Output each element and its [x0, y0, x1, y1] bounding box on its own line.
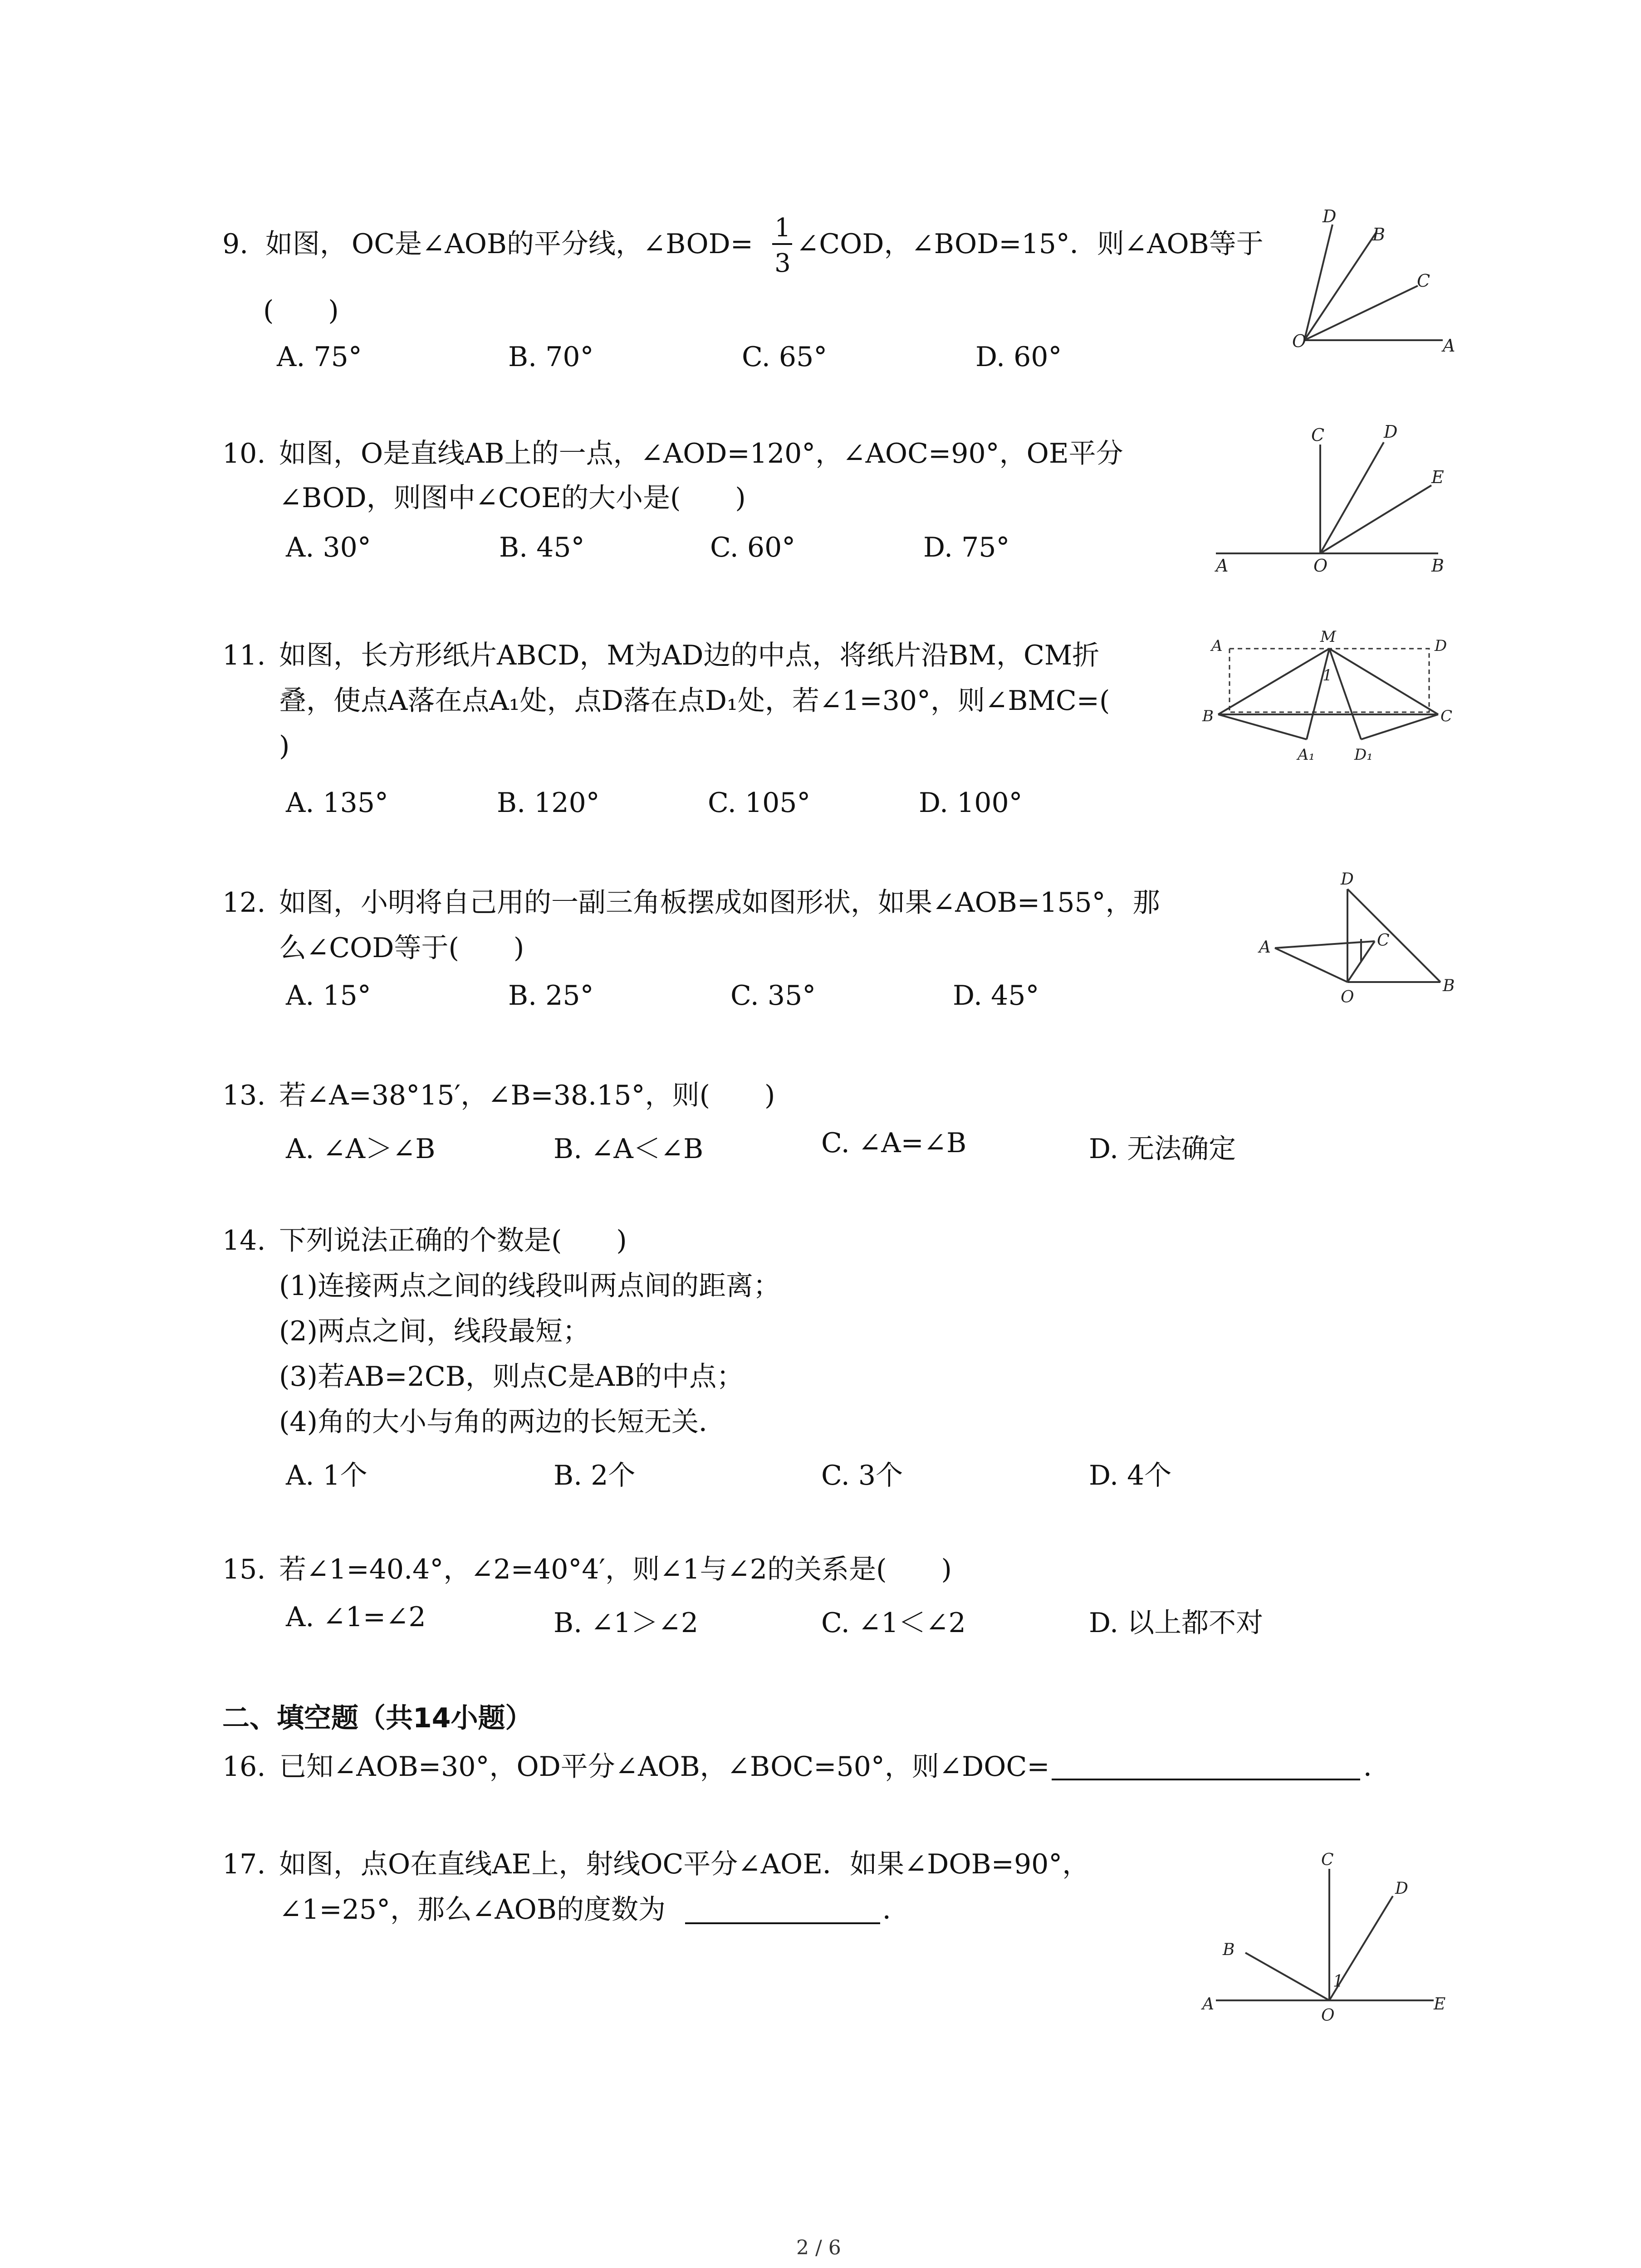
q16-answer-blank[interactable]: [1052, 1779, 1360, 1780]
q12-line2: 么∠COD等于( ): [279, 932, 524, 964]
page-number: 2 / 6: [796, 2236, 841, 2259]
q11-option-b[interactable]: B. 120°: [497, 787, 600, 819]
q13-number: 13.: [222, 1080, 266, 1111]
q15-option-c[interactable]: C. ∠1＜∠2: [821, 1607, 966, 1639]
q17-line1: 如图，点O在直线AE上，射线OC平分∠AOE．如果∠DOB=90°，: [279, 1848, 1090, 1880]
q17-end-mark: ．: [882, 1894, 910, 1926]
q9-label-a: A: [1443, 336, 1455, 356]
q15-option-a[interactable]: A. ∠1=∠2: [286, 1601, 426, 1633]
q9-option-d[interactable]: D. 60°: [975, 341, 1062, 373]
q9-option-a[interactable]: A. 75°: [277, 341, 362, 373]
q17-figure: [1198, 1846, 1461, 2023]
q17-label-b: B: [1223, 1941, 1235, 1959]
q11-label-m: M: [1320, 628, 1336, 646]
q10-line2: ∠BOD，则图中∠COE的大小是( ): [279, 482, 746, 514]
q14-option-c[interactable]: C. 3个: [821, 1460, 903, 1491]
q12-line1: 如图，小明将自己用的一副三角板摆成如图形状，如果∠AOB=155°，那: [279, 887, 1160, 919]
q12-figure: [1252, 871, 1461, 1007]
q14-number: 14.: [222, 1225, 266, 1256]
q11-option-c[interactable]: C. 105°: [708, 787, 811, 819]
q10-line1: 如图，O是直线AB上的一点，∠AOD=120°，∠AOC=90°，OE平分: [279, 438, 1123, 469]
q14-statement-1: (1)连接两点之间的线段叫两点间的距离；: [279, 1270, 780, 1302]
q11-line2: 叠，使点A落在点A₁处，点D落在点D₁处，若∠1=30°，则∠BMC=(: [279, 685, 1110, 717]
q11-option-a[interactable]: A. 135°: [286, 787, 388, 819]
q13-option-a[interactable]: A. ∠A＞∠B: [286, 1133, 436, 1165]
q11-label-c: C: [1440, 707, 1453, 725]
q15-number: 15.: [222, 1554, 266, 1585]
q10-label-o: O: [1313, 556, 1328, 576]
q13-option-b[interactable]: B. ∠A＜∠B: [554, 1133, 704, 1165]
q9-fraction-bar: [772, 243, 792, 245]
q17-line2: ∠1=25°，那么∠AOB的度数为: [279, 1894, 666, 1926]
q15-option-d[interactable]: D. 以上都不对: [1089, 1607, 1264, 1639]
q9-fraction-denominator: 3: [774, 249, 791, 278]
q9-option-c[interactable]: C. 65°: [742, 341, 828, 373]
q11-option-d[interactable]: D. 100°: [919, 787, 1023, 819]
q17-label-a: A: [1202, 1995, 1214, 2014]
q17-number: 17.: [222, 1848, 266, 1880]
q17-label-1: 1: [1333, 1972, 1343, 1991]
q15-option-b[interactable]: B. ∠1＞∠2: [554, 1607, 699, 1639]
q11-label-d1: D₁: [1354, 746, 1373, 764]
q9-label-o: O: [1292, 331, 1307, 351]
q12-label-d: D: [1341, 871, 1354, 889]
q10-label-d: D: [1384, 422, 1398, 442]
q10-option-b[interactable]: B. 45°: [499, 532, 585, 563]
q13-option-c[interactable]: C. ∠A=∠B: [821, 1127, 967, 1159]
q12-label-a: A: [1259, 938, 1271, 957]
q16-number: 16.: [222, 1751, 266, 1783]
q14-statement-2: (2)两点之间，线段最短；: [279, 1315, 590, 1347]
q14-line1: 下列说法正确的个数是( ): [279, 1225, 627, 1256]
q10-option-c[interactable]: C. 60°: [710, 532, 796, 563]
q16-end-mark: ．: [1363, 1751, 1391, 1783]
q13-option-d[interactable]: D. 无法确定: [1089, 1133, 1236, 1165]
q10-option-d[interactable]: D. 75°: [923, 532, 1010, 563]
q14-statement-3: (3)若AB=2CB，则点C是AB的中点；: [279, 1361, 744, 1393]
q9-fraction-numerator: 1: [774, 213, 791, 243]
q11-label-a: A: [1211, 637, 1223, 655]
q12-label-c: C: [1377, 931, 1390, 950]
q11-label-b: B: [1202, 707, 1214, 725]
q10-label-c: C: [1311, 425, 1325, 445]
q15-line1: 若∠1=40.4°，∠2=40°4′，则∠1与∠2的关系是( ): [279, 1554, 952, 1585]
q14-statement-4: (4)角的大小与角的两边的长短无关．: [279, 1406, 726, 1438]
q12-label-b: B: [1443, 977, 1455, 995]
q10-label-e: E: [1431, 467, 1444, 487]
q14-option-b[interactable]: B. 2个: [554, 1460, 636, 1491]
q10-label-b: B: [1431, 556, 1444, 576]
q12-option-a[interactable]: A. 15°: [286, 980, 371, 1012]
q17-answer-blank[interactable]: [685, 1922, 880, 1924]
q9-label-b: B: [1372, 225, 1385, 244]
q11-line1: 如图，长方形纸片ABCD，M为AD边的中点，将纸片沿BM，CM折: [279, 640, 1100, 671]
q10-number: 10.: [222, 438, 266, 469]
q9-option-b[interactable]: B. 70°: [508, 341, 594, 373]
q10-figure: [1202, 422, 1456, 576]
q12-number: 12.: [222, 887, 266, 919]
q10-option-a[interactable]: A. 30°: [286, 532, 371, 563]
q11-number: 11.: [222, 640, 266, 671]
q11-figure: [1198, 621, 1461, 776]
q13-line1: 若∠A=38°15′，∠B=38.15°，则( ): [279, 1080, 775, 1111]
q10-label-a: A: [1216, 556, 1229, 576]
q14-option-d[interactable]: D. 4个: [1089, 1460, 1172, 1491]
q11-label-1: 1: [1323, 666, 1332, 684]
q17-label-e: E: [1434, 1995, 1446, 2014]
q9-text-b: OC是∠AOB的平分线，∠BOD=: [352, 228, 754, 260]
section-heading-fill-in: 二、填空题（共14小题）: [222, 1702, 533, 1734]
q9-text-a: 如图，: [265, 228, 347, 260]
q11-line3: ): [279, 730, 290, 762]
q17-label-d: D: [1395, 1879, 1408, 1898]
q9-number: 9.: [222, 228, 249, 260]
q17-label-c: C: [1321, 1851, 1334, 1869]
q12-option-c[interactable]: C. 35°: [730, 980, 816, 1012]
q16-text: 已知∠AOB=30°，OD平分∠AOB，∠BOC=50°，则∠DOC=: [279, 1751, 1050, 1783]
q9-label-d: D: [1323, 206, 1337, 226]
q11-label-d: D: [1435, 637, 1447, 655]
q12-option-b[interactable]: B. 25°: [508, 980, 594, 1012]
q12-option-d[interactable]: D. 45°: [953, 980, 1039, 1012]
q17-label-o: O: [1321, 2006, 1335, 2023]
q11-label-a1: A₁: [1298, 746, 1315, 764]
q9-answer-paren: ( ): [263, 295, 339, 327]
q14-option-a[interactable]: A. 1个: [286, 1460, 367, 1491]
q9-text-c: ∠COD，∠BOD=15°．则∠AOB等于: [796, 228, 1264, 260]
q12-label-o: O: [1341, 988, 1354, 1007]
q9-label-c: C: [1417, 271, 1430, 291]
q9-figure: [1279, 204, 1461, 358]
